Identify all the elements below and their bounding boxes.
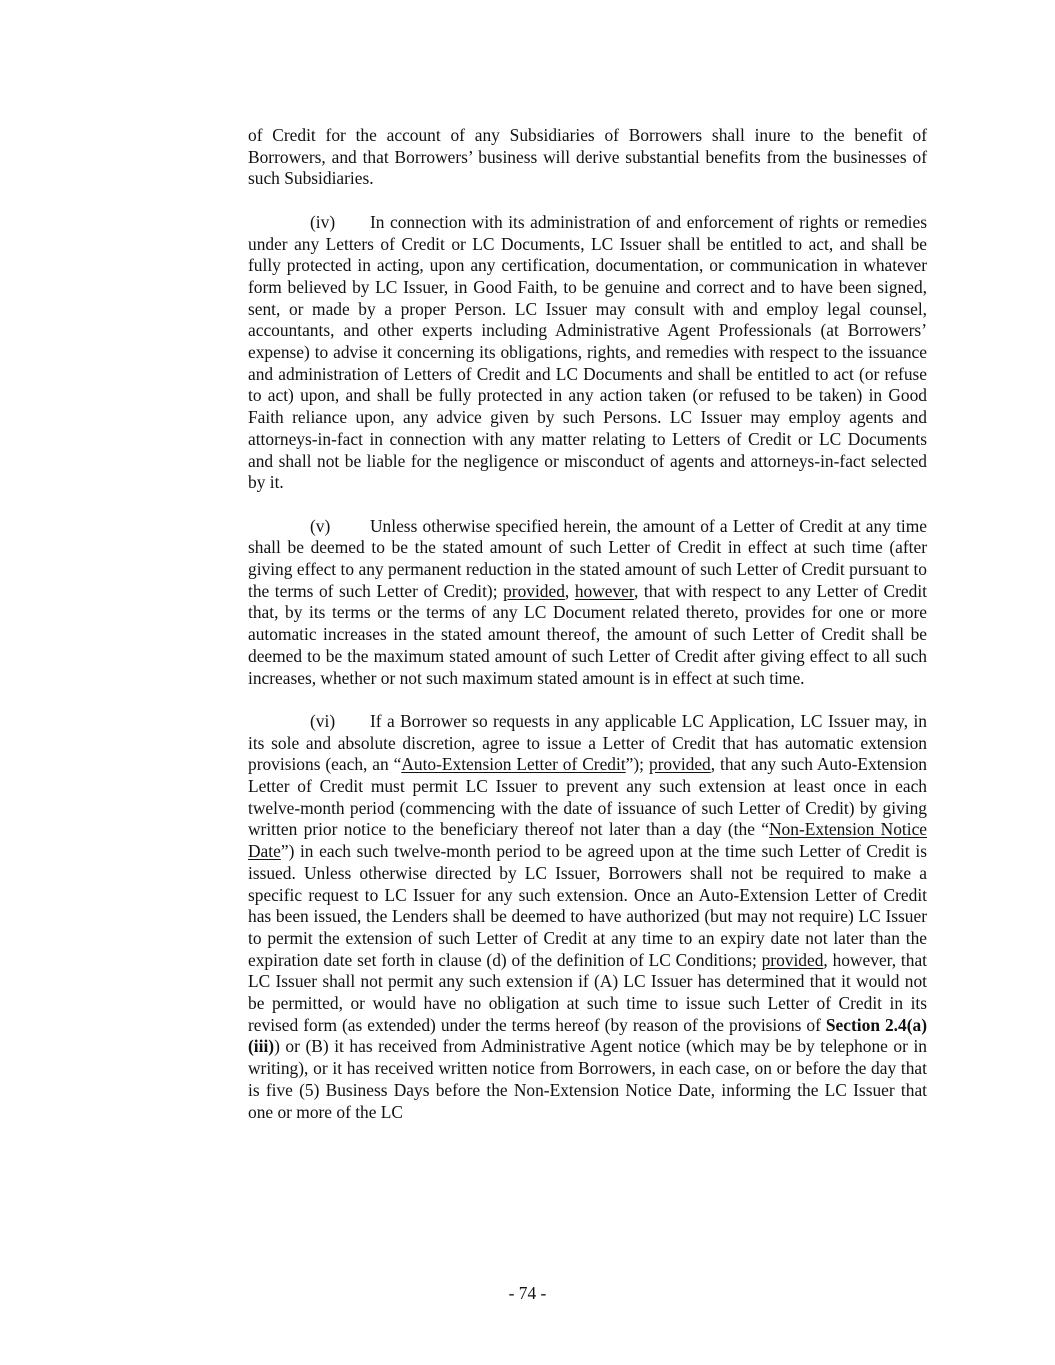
paragraph-vi: [248, 711, 927, 1123]
paragraph-number: (iv): [310, 211, 336, 232]
underlined-term-provided: provided: [761, 949, 824, 970]
defined-term-auto-extension-letter-of-credit: Auto-Extension Letter of Credit: [401, 754, 626, 775]
paragraph-continuation: [248, 125, 927, 190]
paragraph-text: In connection with its administration of and enforcement of rights or remedies under any Letters of Credit or LC Documents, LC Issuer shall be entitled to act, and shall be fully protected in acting, upon any certification, documentation, or communication in whatever form believed by LC Issuer, in Good Faith, to be genuine and correct and to have been signed, sent, or made by a proper Person. LC Issuer may consult with and employ legal counsel, accountants, and other experts including Administrative Agent Professionals (at Borrowers’ expense) to advise it concerning its obligations, rights, and remedies with respect to the issuance and administration of Letters of Credit and LC Documents and shall be entitled to act (or refuse to act) upon, and shall be fully protected in any action taken (or refused to be taken) in Good Faith reliance upon, any advice given by such Persons. LC Issuer may employ agents and attorneys-in-fact in connection with any matter relating to Letters of Credit or LC Documents and shall not be liable for the negligence or misconduct of agents and attorneys-in-fact selected by it.: [248, 211, 927, 493]
paragraph-text: ,: [564, 580, 575, 601]
paragraph-iv: [248, 212, 927, 494]
paragraph-v: [248, 516, 927, 690]
paragraph-text: Unless otherwise specified herein, the amount of a Letter of Credit at any time shall be deemed to be the stated amount of such Letter of Credit in effect at such time (after giving effect to any permanent reduction in the stated amount of such Letter of Credit pursuant to the terms of such Letter of Credit);: [248, 515, 927, 601]
paragraph-text: of Credit for the account of any Subsidiaries of Borrowers shall inure to the benefit of Borrowers, and that Borrowers’ business will derive substantial benefits from the businesses of such Subsidiaries.: [248, 125, 927, 189]
underlined-term-however: however: [574, 580, 634, 601]
document-body: [248, 125, 927, 1123]
paragraph-number: (vi): [310, 710, 336, 731]
paragraph-text: If a Borrower so requests in any applicable LC Application, LC Issuer may, in its sole and absolute discretion, agree to issue a Letter of Credit that has automatic extension provisions (each, an “: [248, 710, 927, 775]
paragraph-text: ) or (B) it has received from Administrative Agent notice (which may be by telephone or in writing), or it has received written notice from Borrowers, in each case, on or before the day that is five (5) Business Days before the Non-Extension Notice Date, informing the LC Issuer that one or more of the LC: [248, 1036, 927, 1122]
page-number: - 74 -: [508, 1283, 547, 1303]
paragraph-text: , however, that LC Issuer shall not permit any such extension if (A) LC Issuer has determined that it would not be permitted, or would have no obligation at such time to issue such Letter of Credit in its revised form (as extended) under the terms hereof (by reason of the provisions of: [248, 949, 927, 1035]
section-reference: Section 2.4(a)(iii): [248, 1014, 927, 1057]
paragraph-number: (v): [310, 515, 331, 536]
paragraph-text: , that any such Auto-Extension Letter of Credit must permit LC Issuer to prevent any such extension at least once in each twelve-month period (commencing with the date of issuance of such Letter of Credit) by giving written prior notice to the beneficiary thereof not later than a day (the “: [248, 754, 927, 840]
paragraph-text: , that with respect to any Letter of Credit that, by its terms or the terms of any LC Document related thereto, provides for one or more automatic increases in the stated amount thereof, the amount of such Letter of Credit shall be deemed to be the maximum stated amount of such Letter of Credit after giving effect to all such increases, whether or not such maximum stated amount is in effect at such time.: [248, 580, 927, 688]
underlined-term-provided: provided: [648, 754, 711, 775]
paragraph-text: ”) in each such twelve-month period to be agreed upon at the time such Letter of Credit is issued. Unless otherwise directed by LC Issuer, Borrowers shall not be required to make a specific request to LC Issuer for any such extension. Once an Auto-Extension Letter of Credit has been issued, the Lenders shall be deemed to have authorized (but may not require) LC Issuer to permit the extension of such Letter of Credit at any time to an expiry date not later than the expiration date set forth in clause (d) of the definition of LC Conditions;: [248, 841, 927, 970]
underlined-term-provided: provided: [503, 580, 565, 601]
paragraph-text: ”);: [625, 754, 649, 775]
defined-term-non-extension-notice-date: Non-Extension Notice Date: [248, 819, 928, 862]
